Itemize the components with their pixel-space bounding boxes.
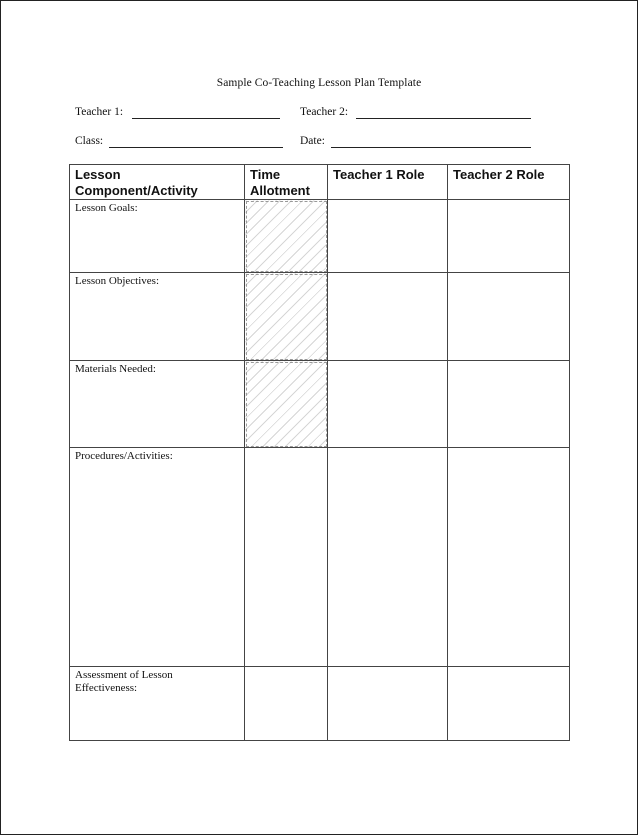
lesson-plan-table (69, 164, 570, 741)
header-lesson-component-line2: Component/Activity (75, 183, 198, 198)
header-time-line1: Time (250, 167, 281, 182)
teacher1-label: Teacher 1: (75, 106, 124, 118)
time-cell-hatched (245, 361, 328, 448)
teacher1-role-cell[interactable] (328, 200, 448, 273)
header-teacher2-role: Teacher 2 Role (448, 165, 570, 200)
header-lesson-component (70, 165, 245, 200)
teacher1-role-cell[interactable] (328, 448, 448, 667)
table-row (70, 448, 570, 667)
header-time-line2: Allotment (250, 183, 310, 198)
row-label-procedures-activities: Procedures/Activities: (70, 448, 245, 667)
time-cell-hatched (245, 200, 328, 273)
table-row (70, 273, 570, 361)
time-cell-hatched (245, 273, 328, 361)
class-blank-line[interactable] (109, 147, 283, 148)
document-title: Sample Co-Teaching Lesson Plan Template (216, 77, 422, 89)
teacher1-field[interactable] (75, 106, 281, 122)
row-label-assessment-line1: Assessment of Lesson (75, 669, 173, 681)
teacher2-role-cell[interactable] (448, 667, 570, 741)
table-row (70, 200, 570, 273)
teacher1-role-cell[interactable] (328, 273, 448, 361)
date-label: Date: (300, 135, 325, 147)
header-lesson-component-line1: Lesson (75, 167, 121, 182)
date-field[interactable] (300, 135, 532, 151)
row-label-lesson-goals: Lesson Goals: (70, 200, 245, 273)
teacher2-field[interactable] (300, 106, 532, 122)
teacher2-role-cell[interactable] (448, 361, 570, 448)
header-teacher1-role: Teacher 1 Role (328, 165, 448, 200)
header-time-allotment (245, 165, 328, 200)
row-label-materials-needed: Materials Needed: (70, 361, 245, 448)
teacher1-role-cell[interactable] (328, 361, 448, 448)
date-blank-line[interactable] (331, 147, 531, 148)
class-label: Class: (75, 135, 104, 147)
table-row (70, 667, 570, 741)
teacher2-blank-line[interactable] (356, 118, 531, 119)
class-field[interactable] (75, 135, 285, 151)
table-row (70, 361, 570, 448)
teacher1-blank-line[interactable] (132, 118, 280, 119)
teacher2-role-cell[interactable] (448, 273, 570, 361)
teacher2-role-cell[interactable] (448, 448, 570, 667)
teacher2-label: Teacher 2: (300, 106, 349, 118)
row-label-assessment (70, 667, 245, 741)
row-label-assessment-line2: Effectiveness: (75, 682, 138, 694)
teacher2-role-cell[interactable] (448, 200, 570, 273)
table-header-row (70, 165, 570, 200)
time-cell[interactable] (245, 448, 328, 667)
time-cell[interactable] (245, 667, 328, 741)
row-label-lesson-objectives: Lesson Objectives: (70, 273, 245, 361)
teacher1-role-cell[interactable] (328, 667, 448, 741)
